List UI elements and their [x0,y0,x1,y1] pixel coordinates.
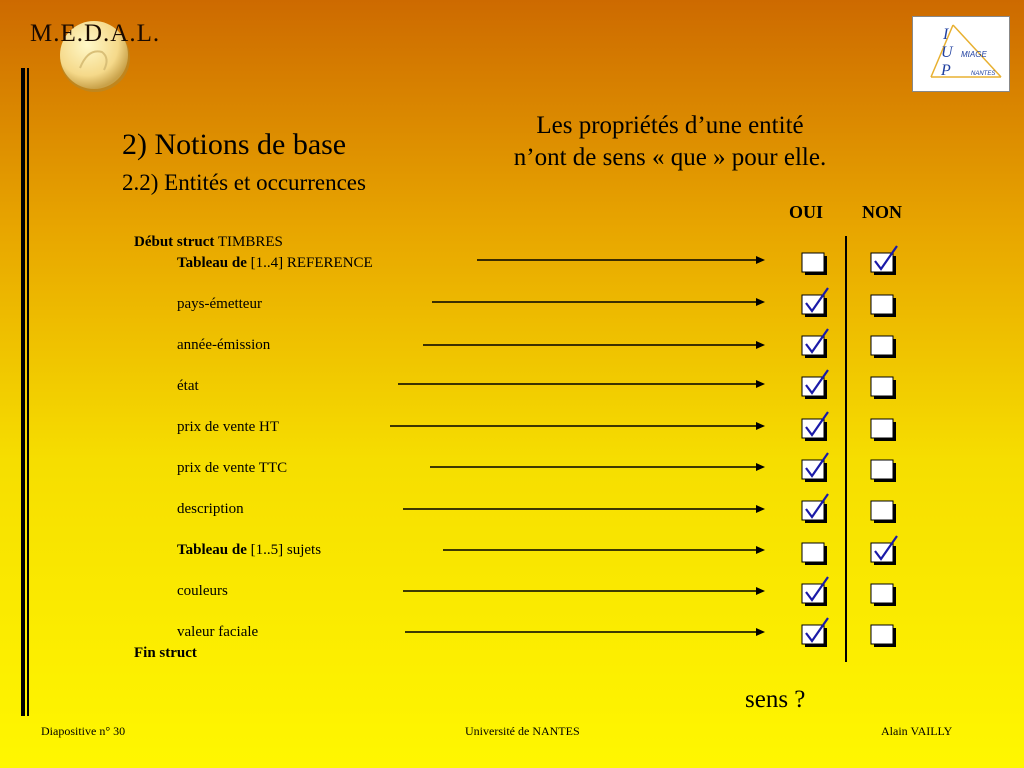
row-text: valeur faciale [177,624,259,640]
arrow-right-icon [390,420,765,432]
column-divider [845,236,847,662]
arrow-6 [403,503,765,515]
row-label-4 [177,419,279,436]
checkbox-non-0[interactable] [871,250,897,276]
checkbox-empty-icon [871,416,897,442]
row-label-3 [177,378,199,395]
arrow-right-icon [430,461,765,473]
left-rule-thick [21,68,25,716]
statement-line-1: Les propriétés d’une entité [536,112,804,139]
left-rule-thin [27,68,29,716]
statement-line-2: n’ont de sens « que » pour elle. [513,144,827,171]
checkbox-checked-icon [802,333,828,359]
checkbox-oui-4[interactable] [802,416,828,442]
checkbox-non-5[interactable] [871,457,897,483]
row-label-7 [177,542,321,559]
checkbox-empty-icon [802,250,828,276]
checkbox-oui-8[interactable] [802,581,828,607]
arrow-0 [477,254,765,266]
checkbox-empty-icon [871,581,897,607]
checkbox-empty-icon [871,498,897,524]
checkbox-empty-icon [802,540,828,566]
arrow-2 [423,339,765,351]
logo-word-miage: MIAGE [961,50,987,59]
row-text: couleurs [177,583,228,599]
checkbox-oui-0[interactable] [802,250,828,276]
checkbox-checked-icon [871,540,897,566]
checkbox-checked-icon [802,292,828,318]
checkbox-non-8[interactable] [871,581,897,607]
row-label-9 [177,624,258,641]
struct-end-keyword: Fin struct [134,645,197,661]
checkbox-checked-icon [802,374,828,400]
arrow-right-icon [423,339,765,351]
arrow-5 [430,461,765,473]
checkbox-oui-9[interactable] [802,622,828,648]
row-text: [1..4] REFERENCE [250,255,373,271]
arrow-right-icon [398,378,765,390]
row-label-0 [177,255,373,272]
footer-slide-number: Diapositive n° 30 [41,724,126,738]
statement [470,110,870,174]
footer-institution: Université de NANTES [465,724,580,738]
arrow-3 [398,378,765,390]
arrow-right-icon [405,626,765,638]
row-text: prix de vente TTC [177,460,288,476]
column-header-oui: OUI [789,202,824,222]
arrow-4 [390,420,765,432]
checkbox-checked-icon [802,581,828,607]
iup-miage-logo [912,16,1010,92]
checkbox-checked-icon [871,250,897,276]
logo-letter-p: P [941,62,951,79]
checkbox-empty-icon [871,292,897,318]
checkbox-oui-5[interactable] [802,457,828,483]
arrow-8 [403,585,765,597]
arrow-right-icon [443,544,765,556]
row-keyword: Tableau de [177,542,247,558]
checkbox-oui-7[interactable] [802,540,828,566]
checkbox-empty-icon [871,457,897,483]
iup-logo-icon [913,17,1009,91]
struct-name: TIMBRES [217,234,283,250]
row-text: [1..5] sujets [250,542,322,558]
footer-author: Alain VAILLY [881,724,953,738]
section-subtitle: 2.2) Entités et occurrences [122,170,366,195]
row-label-5 [177,460,287,477]
logo-letter-i: I [943,26,949,43]
struct-begin-keyword: Début struct [134,234,215,250]
checkbox-non-6[interactable] [871,498,897,524]
checkbox-oui-1[interactable] [802,292,828,318]
checkbox-checked-icon [802,622,828,648]
logo-letter-u: U [941,44,953,61]
struct-begin-line [134,234,283,251]
checkbox-empty-icon [871,622,897,648]
row-label-8 [177,583,228,600]
section-title: 2) Notions de base [122,128,347,161]
checkbox-oui-6[interactable] [802,498,828,524]
checkbox-checked-icon [802,416,828,442]
row-text: description [177,501,244,517]
checkbox-non-2[interactable] [871,333,897,359]
checkbox-non-7[interactable] [871,540,897,566]
row-keyword: Tableau de [177,255,247,271]
checkbox-checked-icon [802,457,828,483]
row-label-1 [177,296,262,313]
row-text: état [177,378,199,394]
row-text: année-émission [177,337,271,353]
row-text: pays-émetteur [177,296,262,312]
checkbox-non-1[interactable] [871,292,897,318]
checkbox-oui-2[interactable] [802,333,828,359]
arrow-right-icon [403,585,765,597]
checkbox-non-4[interactable] [871,416,897,442]
arrow-9 [405,626,765,638]
checkbox-empty-icon [871,374,897,400]
checkbox-non-9[interactable] [871,622,897,648]
checkbox-non-3[interactable] [871,374,897,400]
row-label-2 [177,337,270,354]
question-text: sens ? [745,686,806,713]
medal-title: M.E.D.A.L. [30,20,161,47]
column-header-non: NON [862,202,902,222]
arrow-right-icon [477,254,765,266]
checkbox-checked-icon [802,498,828,524]
arrow-right-icon [403,503,765,515]
arrow-7 [443,544,765,556]
arrow-right-icon [432,296,765,308]
arrow-1 [432,296,765,308]
struct-end-line [134,645,197,662]
checkbox-oui-3[interactable] [802,374,828,400]
checkbox-empty-icon [871,333,897,359]
logo-word-nantes: NANTES [971,71,996,77]
row-label-6 [177,501,244,518]
row-text: prix de vente HT [177,419,280,435]
